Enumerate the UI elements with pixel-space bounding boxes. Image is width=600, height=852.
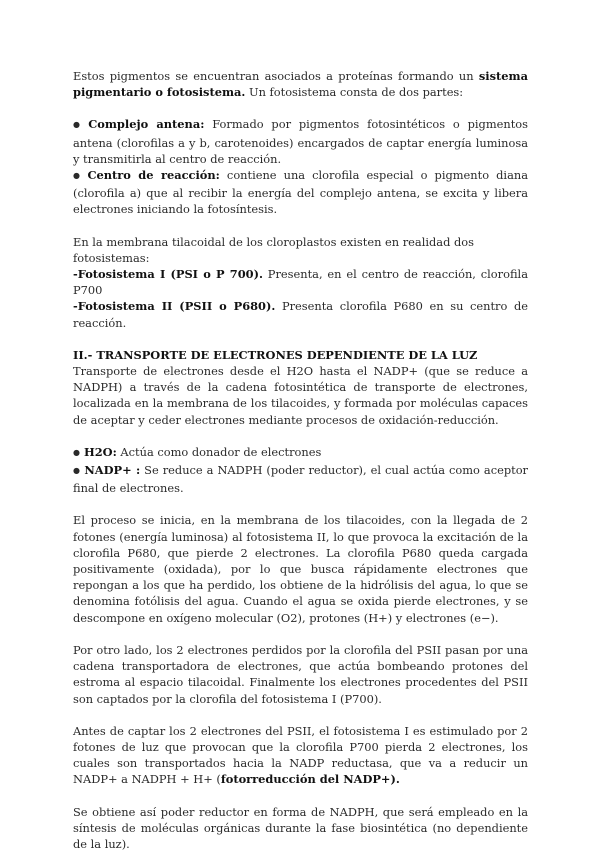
role-h2o: ● H2O: Actúa como donador de electrones (73, 444, 528, 462)
photosystem-2: -Fotosistema II (PSII o P680). Presenta clorofila P680 en su centro de reacción. (73, 299, 528, 330)
bullet-icon (73, 168, 87, 182)
role-nadp: ● NADP+ : Se reduce a NADPH (poder reductor), el cual actúa como aceptor final de electrones. (73, 462, 528, 496)
part-centro-reaccion: ● Centro de reacción: contiene una clorofila especial o pigmento diana (clorofila a) que al recibir la energía del complejo antena, se excita y libera electrones iniciando la fotosíntesis. (73, 167, 528, 218)
section-intro: Transporte de electrones desde el H2O hasta el NADP+ (que se reduce a NADPH) a través de la cadena fotosintética de transporte de electrones, localizada en la membrana de los tilacoides, y formada por moléculas capaces de aceptar y ceder electrones mediante procesos de oxidación-reducción. (73, 364, 528, 427)
document-page (73, 68, 528, 852)
paragraph-conclusion: Se obtiene así poder reductor en forma de NADPH, que será empleado en la síntesis de moléculas orgánicas durante la fase biosintética (no dependiente de la luz). (73, 804, 528, 851)
paragraph-process-start: El proceso se inicia, en la membrana de los tilacoides, con la llegada de 2 fotones (energía luminosa) al fotosistema II, lo que provoca la excitación de la clorofila P680, que pierde 2 electrones. La clorofila P680 queda cargada positivamente (oxidada), por lo que busca rápidamente electrones que repongan a los que ha perdido, los obtiene de la hidrólisis del agua, lo que se denomina fotólisis del agua. Cuando el agua se oxida pierde electrones, y se descompone en oxígeno molecular (O2), protones (H+) y electrones (e−). (73, 513, 528, 625)
paragraph-electron-chain: Por otro lado, los 2 electrones perdidos por la clorofila del PSII pasan por una cadena transportadora de electrones, que actúa bombeando protones del estroma al espacio tilacoidal. Finalmente los electrones procedentes del PSII son captados por la clorofila del fotosistema I (P700). (73, 642, 528, 706)
bullet-icon (73, 117, 88, 131)
photosystem-1: -Fotosistema I (PSI o P 700). Presenta, en el centro de reacción, clorofila P700 (73, 267, 528, 298)
term-fotorreduccion: fotorreducción del NADP+). (220, 772, 400, 787)
term-sistema-pigmentario: sistema pigmentario o fotosistema. (73, 69, 528, 100)
paragraph-photosystem-1: Antes de captar los 2 electrones del PSII, el fotosistema I es estimulado por 2 fotones de luz que provocan que la clorofila P700 pierda 2 electrones, los cuales son transportados hacia la NADP reductasa, que va a reducir un NADP+ a NADPH + H+ (fotorreducción del NADP+). (73, 723, 528, 787)
part-complejo-antena: ● Complejo antena: Formado por pigmentos fotosintéticos o pigmentos antena (clorofilas a y b, carotenoides) encargados de captar energía luminosa y transmitirla al centro de reacción. (73, 116, 528, 167)
section-heading: II.- TRANSPORTE DE ELECTRONES DEPENDIENTE DE LA LUZ (73, 347, 478, 362)
intro-paragraph: Estos pigmentos se encuentran asociados a proteínas formando un sistema pigmentario o fotosistema. Un fotosistema consta de dos partes: (73, 69, 528, 100)
photosystems-intro: En la membrana tilacoidal de los cloroplastos existen en realidad dos fotosistemas: (73, 234, 474, 265)
bullet-icon (73, 463, 84, 477)
bullet-icon (73, 445, 84, 459)
